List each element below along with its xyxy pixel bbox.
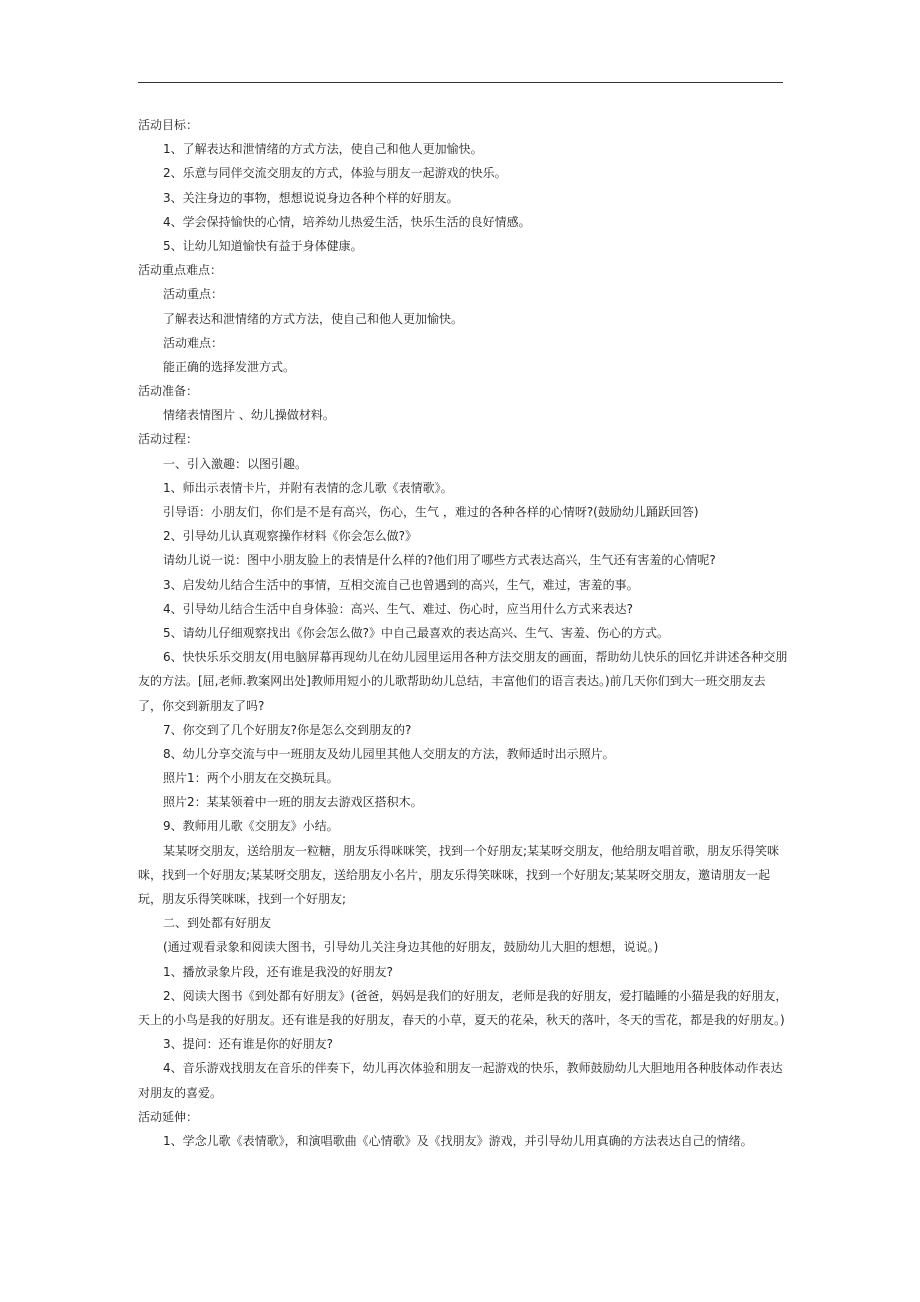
- process-paragraph: 1、师出示表情卡片，并附有表情的念儿歌《表情歌》。: [163, 480, 453, 495]
- key-point-text: 了解表达和泄情绪的方式方法，使自己和他人更加愉快。: [163, 311, 464, 326]
- section-heading-goals: 活动目标：: [138, 118, 199, 132]
- process-paragraph: 照片2：某某领着中一班的朋友去游戏区搭积木。: [163, 795, 423, 810]
- goal-item: 3、关注身边的事物，想想说说身边各种个样的好朋友。: [163, 190, 459, 205]
- preparation-text: 情绪表情图片 、幼儿操做材料。: [163, 408, 335, 423]
- process-paragraph: 引导语：小朋友们，你们是不是有高兴，伤心，生气 ，难过的各种各样的心情呀?(鼓励幼儿踊跃回答): [163, 505, 699, 519]
- process-paragraph: 5、请幼儿仔细观察找出《你会怎么做?》中自己最喜欢的表达高兴、生气、害羞、伤心的方式。: [163, 625, 670, 640]
- process-paragraph: (通过观看录象和阅读大图书，引导幼儿关注身边其他的好朋友，鼓励幼儿大胆的想想，说说。): [163, 940, 659, 955]
- process-paragraph: 9、教师用儿歌《交朋友》小结。: [163, 819, 339, 834]
- goal-item: 1、了解表达和泄情绪的方式方法，使自己和他人更加愉快。: [163, 142, 483, 157]
- process-paragraph: 照片1：两个小朋友在交换玩具。: [163, 771, 339, 786]
- process-paragraph: 请幼儿说一说：图中小朋友脸上的表情是什么样的?他们用了哪些方式表达高兴，生气还有害羞的心情呢?: [163, 553, 716, 568]
- process-paragraph: 3、提问：还有谁是你的好朋友?: [163, 1037, 334, 1052]
- process-paragraph: 7、你交到了几个好朋友?你是怎么交到朋友的?: [163, 722, 412, 737]
- goal-item: 4、学会保持愉快的心情，培养幼儿热爱生活，快乐生活的良好情感。: [163, 214, 531, 229]
- process-paragraph: 4、引导幼儿结合生活中自身体验：高兴、生气、难过、伤心时，应当用什么方式来表达?: [163, 601, 634, 616]
- extension-item: 1、学念儿歌《表情歌》，和演唱歌曲《心情歌》及《找朋友》游戏，并引导幼儿用真确的方法表达自己的情绪。: [163, 1134, 753, 1149]
- process-paragraph: 二、到处都有好朋友: [163, 916, 272, 931]
- process-paragraph: 6、快快乐乐交朋友(用电脑屏幕再现幼儿在幼儿园里运用各种方法交朋友的画面，帮助幼儿快乐的回忆并讲述各种交朋友的方法。[屈,老师.教案网出处]教师用短小的儿歌帮助幼儿总结，丰富他们的语言表达。)前几天你们到大一班交朋友去了，你交到新朋友了吗?: [138, 650, 788, 713]
- section-heading-process: 活动过程：: [138, 432, 199, 447]
- process-paragraph: 8、幼儿分享交流与中一班朋友及幼儿园里其他人交朋友的方法，教师适时出示照片。: [163, 746, 615, 761]
- process-paragraph: 2、引导幼儿认真观察操作材料《你会怎么做?》: [163, 529, 418, 544]
- process-paragraph: 3、启发幼儿结合生活中的事情，互相交流自己也曾遇到的高兴，生气，难过，害羞的事。: [163, 577, 639, 592]
- document-body: [138, 113, 788, 1153]
- process-paragraph: 4、音乐游戏找朋友在音乐的伴奏下，幼儿再次体验和朋友一起游戏的快乐，教师鼓励幼儿大胆地用各种肢体动作表达对朋友的喜爱。: [138, 1061, 783, 1100]
- goal-item: 5、让幼儿知道愉快有益于身体健康。: [163, 238, 363, 253]
- goal-item: 2、乐意与同伴交流交朋友的方式，体验与朋友一起游戏的快乐。: [163, 166, 507, 181]
- process-paragraph: 一、引入激趣：以图引趣。: [163, 456, 308, 471]
- section-heading-preparation: 活动准备：: [138, 384, 199, 399]
- section-heading-key-points: 活动重点难点：: [138, 263, 223, 278]
- key-point-label: 活动重点：: [163, 287, 224, 302]
- process-paragraph: 1、播放录象片段，还有谁是我没的好朋友?: [163, 964, 394, 979]
- process-paragraph: 2、阅读大图书《到处都有好朋友》(爸爸，妈妈是我们的好朋友，老师是我的好朋友，爱打瞌睡的小猫是我的好朋友，天上的小鸟是我的好朋友。还有谁是我的好朋友，春天的小草，夏天的花朵，秋天的落叶，冬天的雪花，都是我的好朋友。): [138, 988, 788, 1028]
- difficulty-text: 能正确的选择发泄方式。: [163, 359, 296, 374]
- process-paragraph: 某某呀交朋友，送给朋友一粒糖，朋友乐得咪咪笑，找到一个好朋友;某某呀交朋友，他给朋友唱首歌，朋友乐得笑咪咪，找到一个好朋友;某某呀交朋友，送给朋友小名片，朋友乐得笑咪咪，找到一个好朋友;某某呀交朋友，邀请朋友一起玩，朋友乐得笑咪咪，找到一个好朋友;: [138, 843, 780, 907]
- section-heading-extension: 活动延伸：: [138, 1109, 199, 1124]
- difficulty-label: 活动难点：: [163, 335, 224, 350]
- header-rule: [138, 82, 783, 83]
